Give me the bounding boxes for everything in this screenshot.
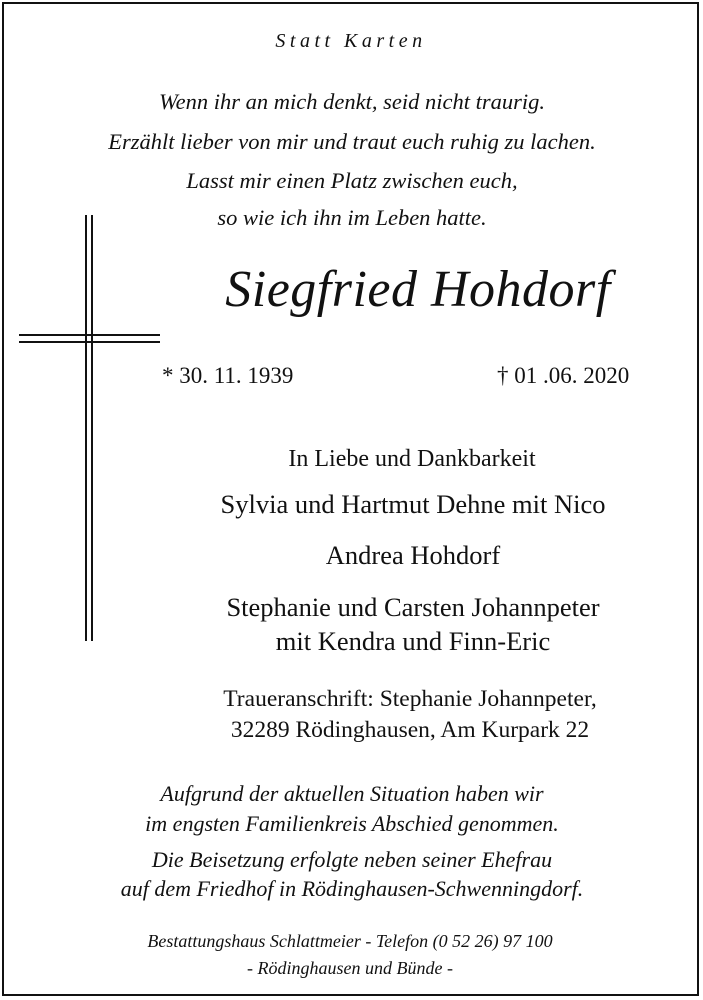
death-date: † 01 .06. 2020 xyxy=(497,363,630,388)
notice-line: im engsten Familienkreis Abschied genommen. xyxy=(145,811,559,836)
header-statt-karten: Statt Karten xyxy=(275,30,427,52)
dedication-line: In Liebe und Dankbarkeit xyxy=(288,446,536,472)
poem-line: Wenn ihr an mich denkt, seid nicht traurig. xyxy=(158,89,546,114)
deceased-name: Siegfried Hohdorf xyxy=(225,261,611,318)
notice-line: auf dem Friedhof in Rödinghausen-Schwenningdorf. xyxy=(120,876,584,901)
mourning-address-line: 32289 Rödinghausen, Am Kurpark 22 xyxy=(230,717,590,743)
birth-date: * 30. 11. 1939 xyxy=(162,363,294,388)
poem-line: so wie ich ihn im Leben hatte. xyxy=(217,205,487,230)
funeral-home-line: Bestattungshaus Schlattmeier - Telefon (0 52 26) 97 100 xyxy=(147,931,553,951)
mourning-address-line: Traueranschrift: Stephanie Johannpeter, xyxy=(223,686,597,712)
poem-line: Erzählt lieber von mir und traut euch ruhig zu lachen. xyxy=(108,129,596,154)
funeral-home-location: - Rödinghausen und Bünde - xyxy=(247,958,453,978)
poem-line: Lasst mir einen Platz zwischen euch, xyxy=(186,168,518,193)
notice-line: Aufgrund der aktuellen Situation haben wir xyxy=(160,781,544,806)
family-line: Stephanie und Carsten Johannpeter xyxy=(226,592,600,622)
family-line: mit Kendra und Finn-Eric xyxy=(275,626,551,656)
notice-line: Die Beisetzung erfolgte neben seiner Ehefrau xyxy=(151,847,553,872)
family-line: Andrea Hohdorf xyxy=(325,540,501,570)
family-line: Sylvia und Hartmut Dehne mit Nico xyxy=(220,489,606,519)
